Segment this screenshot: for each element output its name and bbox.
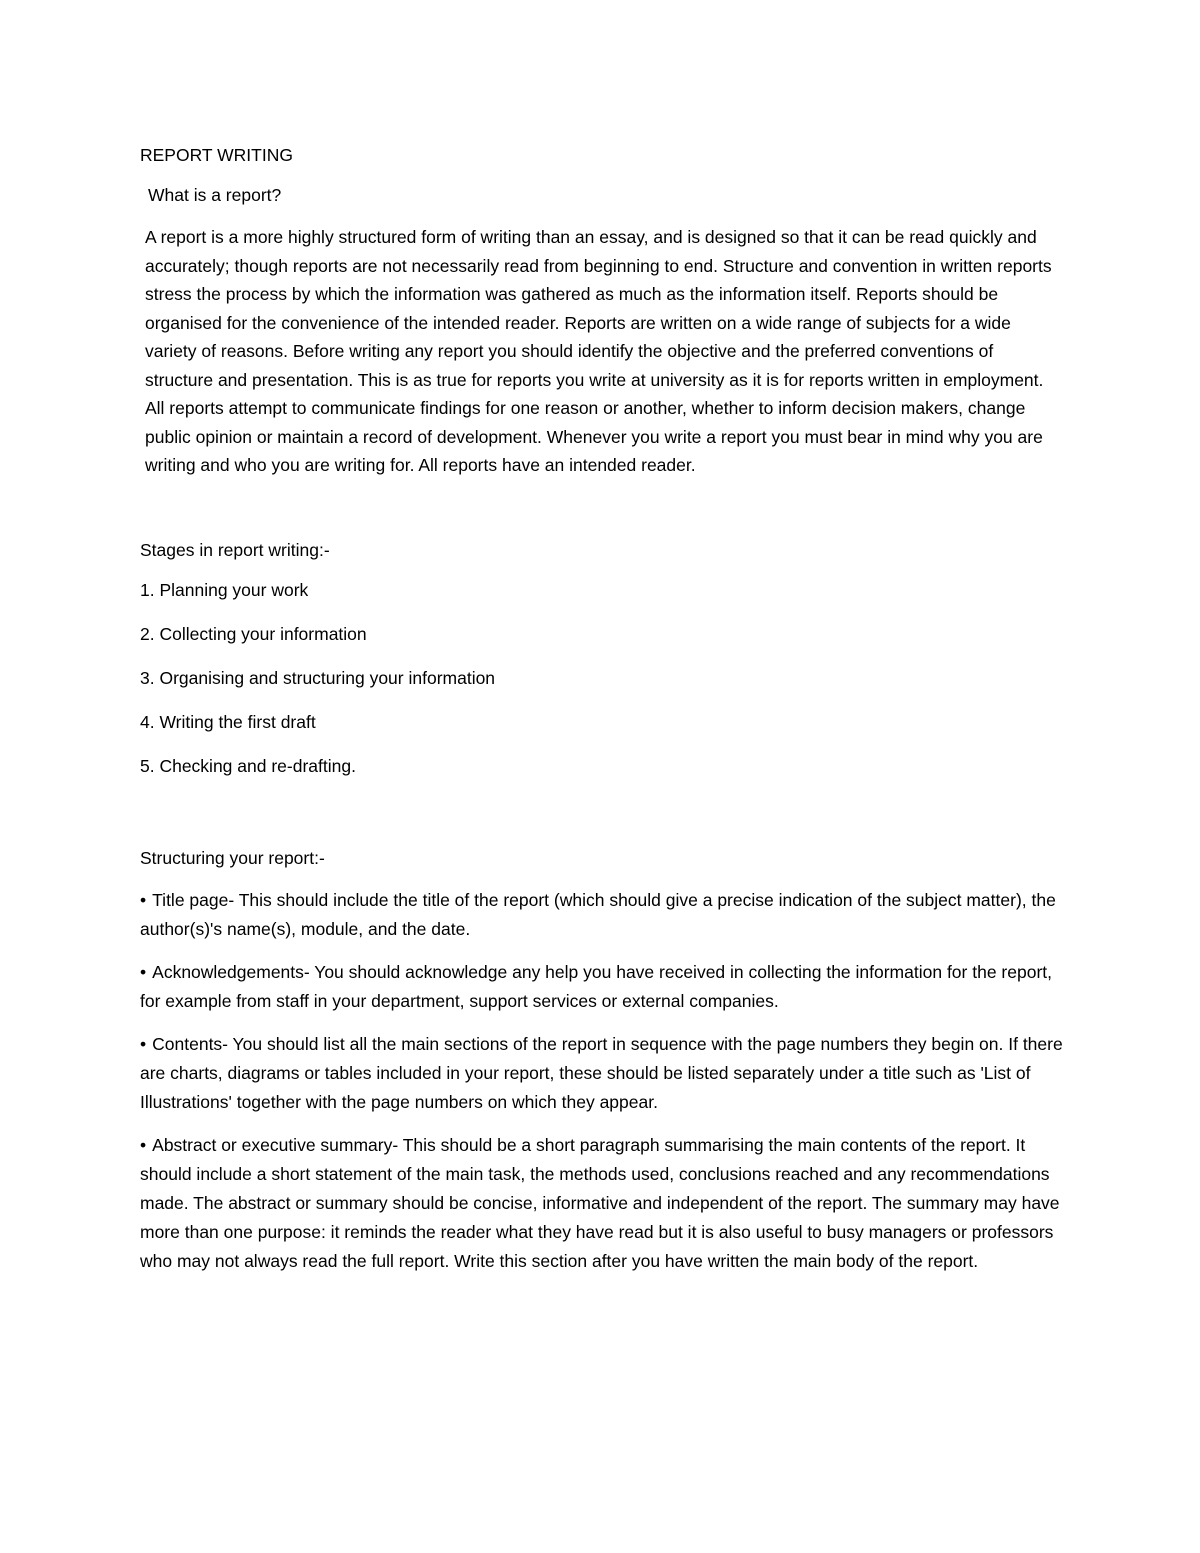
- stage-item: 2. Collecting your information: [140, 623, 367, 644]
- spacer: [140, 480, 1065, 538]
- stages-heading: Stages in report writing:-: [140, 539, 330, 560]
- structure-item-text: Acknowledgements- You should acknowledge any help you have received in collecting the information for the report, for example from staff in your department, support services or external companies.: [140, 961, 1052, 1011]
- structure-item-text: Abstract or executive summary- This should be a short paragraph summarising the main contents of the report. It should include a short statement of the main task, the methods used, conclusions reached and any recommendations made. The abstract or summary should be concise, informative and independent of the report. The summary may have more than one purpose: it reminds the reader what they have read but it is also useful to busy managers or professors who may not always read the full report. Write this section after you have written the main body of the report.: [140, 1134, 1060, 1271]
- structure-heading: Structuring your report:-: [140, 847, 325, 868]
- stage-item: 5. Checking and re-drafting.: [140, 755, 356, 776]
- bullet-icon: •: [140, 1134, 147, 1155]
- bullet-icon: •: [140, 889, 147, 910]
- structure-item-text: Contents- You should list all the main sections of the report in sequence with the page numbers they begin on. If there are charts, diagrams or tables included in your report, these should be listed separately under a title such as 'List of Illustrations' together with the page numbers on which they appear.: [140, 1033, 1063, 1112]
- section-question: What is a report?: [148, 185, 282, 205]
- document-body: [140, 143, 1065, 1290]
- structure-item-abstract: [140, 1131, 1065, 1276]
- structure-item-acknowledgements: [140, 958, 1065, 1016]
- stage-item: 4. Writing the first draft: [140, 711, 316, 732]
- bullet-icon: •: [140, 961, 147, 982]
- stage-item: 3. Organising and structuring your information: [140, 667, 496, 688]
- structure-item-text: Title page- This should include the title of the report (which should give a precise indication of the subject matter), the author(s)'s name(s), module, and the date.: [140, 889, 1056, 939]
- bullet-icon: •: [140, 1033, 147, 1054]
- structure-item-title-page: [140, 886, 1065, 944]
- spacer: [140, 798, 1065, 846]
- document-title: REPORT WRITING: [140, 145, 293, 165]
- stages-list: [140, 578, 1065, 778]
- structure-list: [140, 886, 1065, 1276]
- intro-paragraph: A report is a more highly structured form of writing than an essay, and is designed so that it can be read quickly and accurately; though reports are not necessarily read from beginning to end. Structure and convention in written reports stress the process by which the information was gathered as much as the information itself. Reports should be organised for the convenience of the intended reader. Reports are written on a wide range of subjects for a wide variety of reasons. Before writing any report you should identify the objective and the preferred conventions of structure and presentation. This is as true for reports you write at university as it is for reports written in employment. All reports attempt to communicate findings for one reason or another, whether to inform decision makers, change public opinion or maintain a record of development. Whenever you write a report you must bear in mind why you are writing and who you are writing for. All reports have an intended reader.: [145, 227, 1052, 475]
- stage-item: 1. Planning your work: [140, 579, 309, 600]
- structure-item-contents: [140, 1030, 1065, 1117]
